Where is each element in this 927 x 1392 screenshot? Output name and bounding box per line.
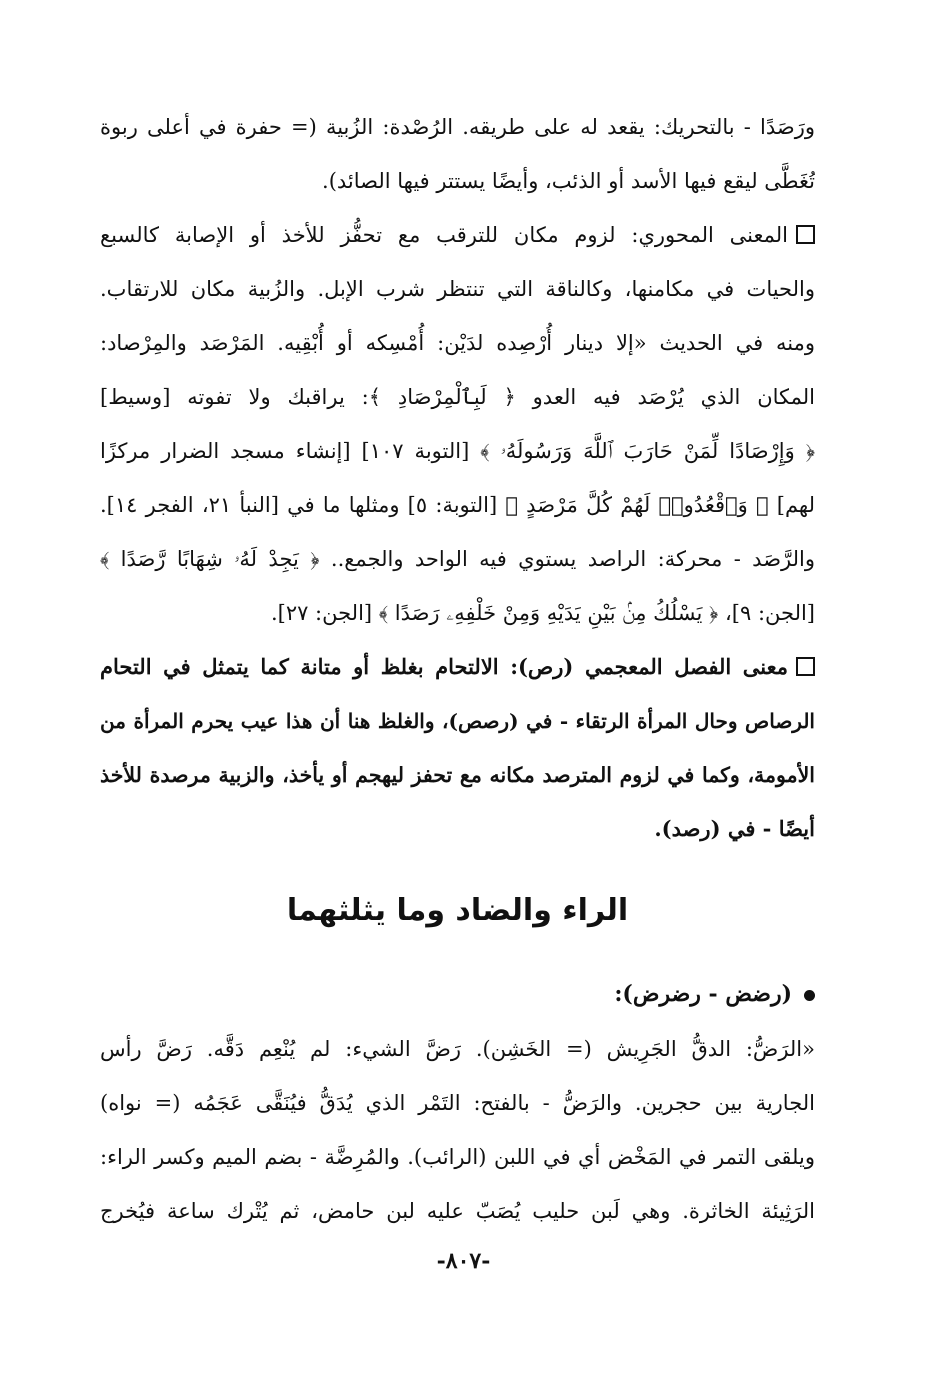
page-body <box>100 100 815 1238</box>
text-line: [الجن: ٩]، ﴿ يَسْلُكُ مِنۢ بَيْنِ يَدَيْهِ وَمِنْ خَلْفِهِۦ رَصَدًا ﴾ [الجن: ٢٧]. <box>270 601 815 625</box>
text-line-with-marker <box>100 208 815 262</box>
square-bullet-icon <box>796 225 815 244</box>
paragraph-4 <box>100 1022 815 1238</box>
text-line: أيضًا - في (رصد). <box>654 816 815 841</box>
text-line: ومنه في الحديث «إلا دينار أُرْصِده لدَيْن: أُمْسِكه أو أُبْقِيه. المَرْصَد والمِرْصاد: <box>100 331 815 355</box>
text-line: ﴿ وَإِرْصَادًا لِّمَنْ حَارَبَ ٱللَّهَ وَرَسُولَهُۥ ﴾ [التوبة ١٠٧] [إنشاء مسجد الضرار مركزًا <box>100 439 815 463</box>
section-heading: الراء والضاد وما يثلثهما <box>286 893 629 928</box>
entry-heading <box>100 966 815 1022</box>
page-number: -٨٠٧- <box>436 1248 491 1274</box>
text-line: الرصاص وحال المرأة الرتقاء - في (رصص)، والغلظ هنا أن هذا عيب يحرم المرأة من <box>100 709 815 733</box>
text-line: ويلقى التمر في المَخْض أي في اللبن (الرائب). والمُرِضَّة - بضم الميم وكسر الراء: <box>100 1145 815 1169</box>
text-line: لهم] ﴿ وَٱقْعُدُوا۟ لَهُمْ كُلَّ مَرْصَدٍ ﴾ [التوبة: ٥] ومثلها ما في [النبأ ٢١، الفجر ١٤]. <box>100 493 815 517</box>
bullet-dot-icon <box>804 990 815 1001</box>
text-line: ورَصَدًا - بالتحريك: يقعد له على طريقه. الرُصْدة: الزُبية (= حفرة في أعلى ربوة <box>100 115 815 139</box>
text-line: المكان الذي يُرْصَد فيه العدو ﴿ لَبِٱلْمِرْصَادِ ﴾: يراقبك ولا تفوته [وسيط] <box>100 385 815 409</box>
paragraph-3 <box>100 640 815 856</box>
paragraph-2 <box>100 208 815 640</box>
paragraph-1 <box>100 100 815 208</box>
text-line: «الرَضُّ: الدقُّ الجَرِيش (= الخَشِن). رَضَّ الشيء: لم يُنْعِم دَقَّه. رَضَّ رأس <box>100 1037 815 1061</box>
text-line: الجارية بين حجرين. والرَضُّ - بالفتح: التَمْر الذي يُدَقُّ فيُنَقَّى عَجَمُه (= نواه) <box>100 1091 815 1115</box>
text-line: الرَثِيئة الخاثرة. وهي لَبن حليب يُصَبّ عليه لبن حامض، ثم يُتْرك ساعة فيُخرج <box>100 1199 815 1223</box>
text-line: والحيات في مكامنها، وكالناقة التي تنتظر شرب الإبل. والزُبية مكان للارتقاب. <box>100 277 815 301</box>
text-line: الأمومة، وكما في لزوم المترصد مكانه مع تحفز ليهجم أو يأخذ، والزبية مرصدة للأخذ <box>100 763 815 787</box>
text-line: معنى الفصل المعجمي (رص): الالتحام بغلظ أو متانة كما يتمثل في التحام <box>100 654 788 679</box>
text-line: تُغَطَّى ليقع فيها الأسد أو الذئب، وأيضًا يستتر فيها الصائد). <box>322 169 815 193</box>
text-line: والرَّصَد - محركة: الراصد يستوي فيه الواحد والجمع.. ﴿ يَجِدْ لَهُۥ شِهَابًا رَّصَدًا ﴾ <box>100 547 815 571</box>
square-bullet-icon <box>796 657 815 676</box>
entry-label: (رضض - رضرض): <box>614 981 792 1007</box>
text-line: المعنى المحوري: لزوم مكان للترقب مع تحفُّز للأخذ أو الإصابة كالسبع <box>100 223 788 247</box>
text-line-with-marker <box>100 640 815 694</box>
